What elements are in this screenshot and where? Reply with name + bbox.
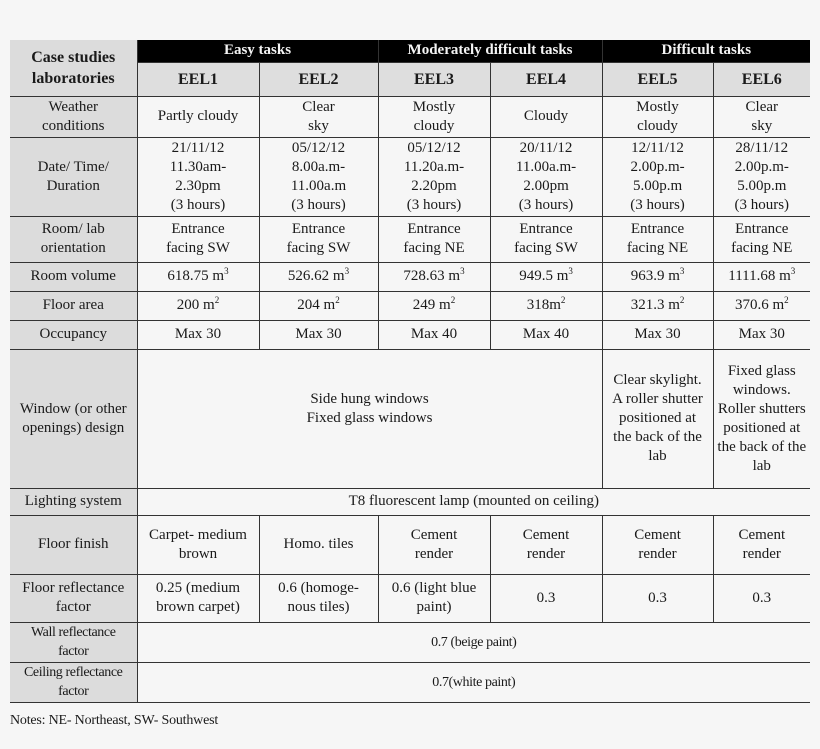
date: 05/12/12	[291, 139, 346, 156]
date: 20/11/12	[519, 139, 573, 156]
duration: (3 hours)	[406, 196, 462, 213]
table-row-orientation	[10, 216, 810, 262]
column-header-eel2: EEL2	[259, 62, 378, 96]
duration: (3 hours)	[170, 196, 226, 213]
row-label: Room volume	[10, 262, 137, 291]
table-row-floor-reflectance	[10, 574, 810, 622]
cell-eel5	[602, 137, 713, 216]
unit-power: 2	[335, 295, 340, 305]
cell-eel1-4-merged	[137, 349, 602, 488]
cell-eel5	[602, 262, 713, 291]
end-time: 2.00pm	[523, 177, 569, 194]
unit: m	[668, 268, 680, 284]
value: 963.9	[630, 268, 665, 284]
end-time: 5.00p.m	[632, 177, 683, 194]
row-label: Floor area	[10, 291, 137, 320]
duration: (3 hours)	[734, 196, 790, 213]
row-label	[10, 137, 137, 216]
cell-eel2: Max 30	[259, 320, 378, 349]
row-label: Window (or other openings) design	[10, 349, 137, 488]
window-line-1: Side hung windows	[310, 390, 429, 407]
group-header-moderate: Moderately difficult tasks	[378, 40, 602, 62]
corner-header: Case studies laboratories	[10, 40, 137, 96]
start-time: 11.20a.m-	[403, 158, 465, 175]
cell-eel1: 0.25 (medium brown carpet)	[137, 574, 259, 622]
cell-eel6: Cement render	[713, 515, 810, 574]
duration: (3 hours)	[630, 196, 685, 213]
table-row-weather	[10, 96, 810, 137]
cell-eel5: Max 30	[602, 320, 713, 349]
cell-eel3: Max 40	[378, 320, 490, 349]
row-label: Floor finish	[10, 515, 137, 574]
value: 526.62	[287, 268, 330, 284]
table-row-date-time	[10, 137, 810, 216]
table-notes: Notes: NE- Northeast, SW- Southwest	[10, 713, 219, 728]
group-header-difficult: Difficult tasks	[602, 40, 810, 62]
value: 370.6	[734, 297, 769, 313]
row-label: Occupancy	[10, 320, 137, 349]
column-header-eel6: EEL6	[713, 62, 810, 96]
cell-eel3: Mostly cloudy	[378, 96, 490, 137]
unit-power: 3	[460, 266, 465, 276]
cell-eel6: Fixed glass windows. Roller shutters positioned at the back of the lab	[713, 349, 810, 488]
value: 204	[297, 297, 320, 313]
row-label: Room/ lab orientation	[10, 216, 137, 262]
cell-eel4	[490, 137, 602, 216]
lab-case-study-table	[10, 40, 810, 703]
cell-eel4	[490, 291, 602, 320]
value: 728.63	[403, 268, 445, 284]
value: 618.75	[167, 268, 209, 284]
column-header-eel3: EEL3	[378, 62, 490, 96]
cell-eel3: 0.6 (light blue paint)	[378, 574, 490, 622]
unit: m	[779, 268, 791, 284]
date: 05/12/12	[407, 139, 461, 156]
start-time: 8.00a.m-	[291, 158, 346, 175]
table-row-wall-reflectance	[10, 622, 810, 662]
cell-all-merged: 0.7(white paint)	[137, 662, 810, 702]
cell-eel5: Mostly cloudy	[602, 96, 713, 137]
cell-eel4: Cement render	[490, 515, 602, 574]
unit-power: 2	[450, 295, 456, 305]
row-label: Ceiling reflectance factor	[10, 662, 137, 702]
unit: m	[323, 297, 336, 313]
cell-eel1: Carpet- medium brown	[137, 515, 259, 574]
start-time: 11.00a.m-	[515, 158, 577, 175]
cell-eel2	[259, 291, 378, 320]
column-header-eel4: EEL4	[490, 62, 602, 96]
unit-power: 2	[214, 295, 220, 305]
value: 1111.68	[728, 268, 776, 284]
unit: m	[212, 268, 225, 284]
cell-eel6: Max 30	[713, 320, 810, 349]
cell-eel5: 0.3	[602, 574, 713, 622]
end-time: 2.30pm	[175, 177, 221, 194]
column-header-eel5: EEL5	[602, 62, 713, 96]
cell-eel2: Clear sky	[259, 96, 378, 137]
cell-eel6	[713, 262, 810, 291]
value: 321.3	[630, 297, 665, 313]
date: 28/11/12	[735, 139, 789, 156]
cell-eel6: Entrance facing NE	[713, 216, 810, 262]
unit: m	[439, 297, 451, 313]
row-label: Weather conditions	[10, 96, 137, 137]
start-time: 2.00p.m-	[630, 158, 685, 175]
end-time: 11.00a.m	[290, 177, 347, 194]
cell-eel3	[378, 137, 490, 216]
cell-eel3: Cement render	[378, 515, 490, 574]
cell-eel1	[137, 262, 259, 291]
window-line-2: Fixed glass windows	[306, 409, 433, 426]
row-label: Lighting system	[10, 488, 137, 515]
value: 249	[412, 297, 436, 313]
cell-eel4: 0.3	[490, 574, 602, 622]
cell-eel6: 0.3	[713, 574, 810, 622]
unit: m	[668, 297, 680, 313]
cell-eel6	[713, 291, 810, 320]
cell-eel2: Entrance facing SW	[259, 216, 378, 262]
cell-eel4: Cloudy	[490, 96, 602, 137]
table-row-floor-finish	[10, 515, 810, 574]
table-row-window-design	[10, 349, 810, 488]
unit-power: 3	[790, 266, 796, 276]
unit: m	[556, 268, 569, 284]
date: 12/11/12	[631, 139, 684, 156]
unit-power: 2	[560, 295, 566, 305]
start-time: 2.00p.m-	[734, 158, 789, 175]
cell-eel2	[259, 137, 378, 216]
cell-eel5: Entrance facing NE	[602, 216, 713, 262]
end-time: 2.20pm	[411, 177, 457, 194]
group-header-easy: Easy tasks	[137, 40, 378, 62]
cell-eel3	[378, 262, 490, 291]
cell-eel6	[713, 137, 810, 216]
value: 318	[526, 297, 550, 313]
table-row-occupancy	[10, 320, 810, 349]
cell-eel2: 0.6 (homoge- nous tiles)	[259, 574, 378, 622]
cell-eel1: Max 30	[137, 320, 259, 349]
cell-eel1: Partly cloudy	[137, 96, 259, 137]
cell-eel2: Homo. tiles	[259, 515, 378, 574]
cell-eel5	[602, 291, 713, 320]
unit: m	[332, 268, 345, 284]
value: 949.5	[519, 268, 553, 284]
table-row-ceiling-reflectance	[10, 662, 810, 702]
table-row-room-volume	[10, 262, 810, 291]
unit-power: 2	[679, 295, 685, 305]
cell-eel1	[137, 291, 259, 320]
start-time: 11.30am-	[169, 158, 227, 175]
cell-all-merged: T8 fluorescent lamp (mounted on ceiling)	[137, 488, 810, 515]
cell-eel4: Entrance facing SW	[490, 216, 602, 262]
date: 21/11/12	[171, 139, 225, 156]
duration: (3 hours)	[291, 196, 346, 213]
table-row-floor-area	[10, 291, 810, 320]
unit: m	[549, 297, 561, 313]
unit-power: 2	[784, 295, 789, 305]
end-time: 5.00p.m	[737, 177, 787, 194]
row-label: Floor reflectance factor	[10, 574, 137, 622]
unit-power: 3	[679, 266, 685, 276]
value: 200	[176, 297, 200, 313]
cell-eel1	[137, 137, 259, 216]
cell-eel3: Entrance facing NE	[378, 216, 490, 262]
cell-eel6: Clear sky	[713, 96, 810, 137]
unit: m	[772, 297, 785, 313]
cell-eel3	[378, 291, 490, 320]
cell-eel1: Entrance facing SW	[137, 216, 259, 262]
cell-eel4	[490, 262, 602, 291]
cell-all-merged: 0.7 (beige paint)	[137, 622, 810, 662]
row-label-text: Date/ Time/ Duration	[37, 158, 109, 194]
unit-power: 3	[568, 266, 573, 276]
cell-eel2	[259, 262, 378, 291]
cell-eel4: Max 40	[490, 320, 602, 349]
column-header-eel1: EEL1	[137, 62, 259, 96]
duration: (3 hours)	[518, 196, 574, 213]
row-label: Wall reflectance factor	[10, 622, 137, 662]
unit-power: 3	[224, 266, 229, 276]
unit: m	[203, 297, 215, 313]
unit: m	[448, 268, 461, 284]
table-row-lighting	[10, 488, 810, 515]
cell-eel5: Clear skylight. A roller shutter positioned at the back of the lab	[602, 349, 713, 488]
unit-power: 3	[344, 266, 350, 276]
cell-eel5: Cement render	[602, 515, 713, 574]
